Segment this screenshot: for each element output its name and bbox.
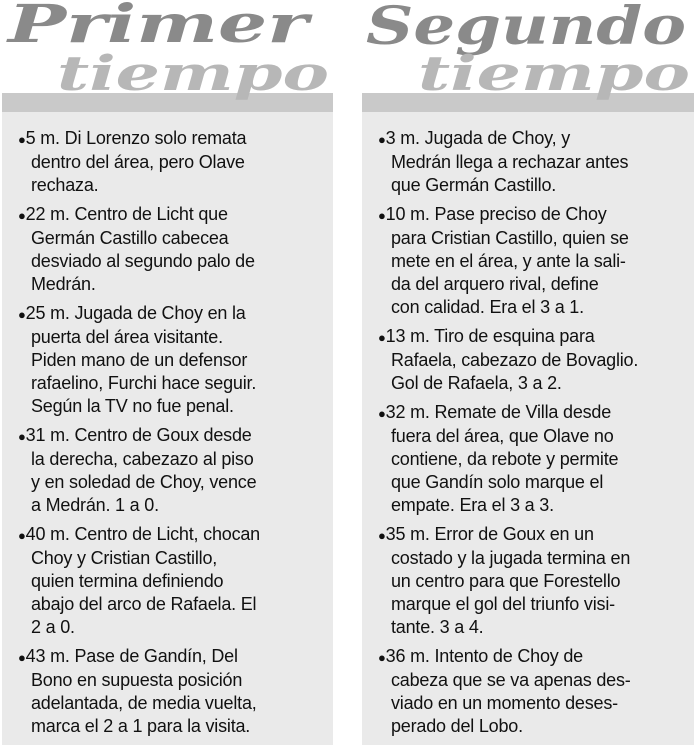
event-item [18,523,324,639]
event-line: 35 m. Error de Goux en un [385,524,594,544]
event-line: cabeza que se va apenas des- [391,670,631,690]
event-item [18,302,324,418]
bullet-icon: ● [18,208,26,223]
title-word-primer: Primer [5,0,314,55]
title-word-tiempo-2: tiempo [418,46,690,102]
event-line: abajo del arco de Rafaela. El [31,594,257,614]
event-line: un centro para que Forestello [391,571,621,591]
event-line: 10 m. Pase preciso de Choy [385,204,607,224]
event-line: 32 m. Remate de Villa desde [385,402,612,422]
event-item [378,401,685,517]
event-item [378,127,685,197]
event-line: puerta del área visitante. [31,327,223,347]
bullet-icon: ● [378,528,386,543]
event-line: 22 m. Centro de Licht que [25,204,228,224]
event-line: Germán Castillo cabecea [31,228,229,248]
event-line: rechaza. [31,175,99,195]
event-line: da del arquero rival, define [391,274,599,294]
bullet-icon: ● [378,650,386,665]
event-line: adelantada, de media vuelta, [31,693,257,713]
event-item [378,325,685,395]
event-line: Medrán llega a rechazar antes [391,152,629,172]
bullet-icon: ● [378,406,386,421]
event-item [378,523,685,639]
event-line: 3 m. Jugada de Choy, y [385,128,571,148]
primer-tiempo-panel [2,112,333,745]
event-item [18,127,324,197]
event-line: marca el 2 a 1 para la visita. [31,716,251,736]
title-word-segundo: Segundo [366,0,686,57]
bullet-icon: ● [378,132,386,147]
event-line: que Germán Castillo. [391,175,557,195]
column-segundo-tiempo [362,0,694,752]
event-line: 36 m. Intento de Choy de [385,646,583,666]
event-line: Piden mano de un defensor [31,350,248,370]
event-line: 31 m. Centro de Goux desde [25,425,252,445]
event-line: rafaelino, Furchi hace seguir. [31,373,257,393]
event-line: costado y la jugada termina en [391,548,631,568]
event-line: marque el gol del triunfo visi- [391,594,615,614]
event-line: contiene, da rebote y permite [391,449,619,469]
event-line: dentro del área, pero Olave [31,152,245,172]
event-line: Rafaela, cabezazo de Bovaglio. [391,350,639,370]
event-line: tante. 3 a 4. [391,617,484,637]
bullet-icon: ● [18,650,26,665]
event-line: Choy y Cristian Castillo, [31,548,218,568]
title-word-tiempo-1: tiempo [57,46,329,102]
event-line: con calidad. Era el 3 a 1. [391,297,584,317]
primer-tiempo-events [18,127,324,738]
event-line: 40 m. Centro de Licht, chocan [25,524,260,544]
event-line: quien termina definiendo [31,571,224,591]
event-line: 2 a 0. [31,617,75,637]
event-line: y en soledad de Choy, vence [31,472,257,492]
event-line: perado del Lobo. [391,716,523,736]
event-line: 25 m. Jugada de Choy en la [25,303,246,323]
event-line: viado en un momento deses- [391,693,618,713]
event-line: Gol de Rafaela, 3 a 2. [391,373,562,393]
event-item [18,645,324,738]
bullet-icon: ● [378,330,386,345]
segundo-tiempo-panel [362,112,694,745]
segundo-tiempo-events [378,127,685,738]
event-line: 43 m. Pase de Gandín, Del [25,646,238,666]
bullet-icon: ● [378,208,386,223]
primer-tiempo-title [2,0,333,102]
event-line: desviado al segundo palo de [31,251,255,271]
segundo-tiempo-title [362,0,694,102]
bullet-icon: ● [18,528,26,543]
event-line: fuera del área, que Olave no [391,426,614,446]
bullet-icon: ● [18,307,26,322]
event-line: empate. Era el 3 a 3. [391,495,554,515]
event-line: 5 m. Di Lorenzo solo remata [25,128,247,148]
bullet-icon: ● [18,132,26,147]
event-line: la derecha, cabezazo al piso [31,449,254,469]
event-line: que Gandín solo marque el [391,472,604,492]
bullet-icon: ● [18,429,26,444]
event-item [18,424,324,517]
event-line: Bono en supuesta posición [31,670,243,690]
event-line: Según la TV no fue penal. [31,396,234,416]
event-item [378,203,685,319]
column-primer-tiempo [2,0,333,752]
event-line: mete en el área, y ante la sali- [391,251,626,271]
event-item [18,203,324,296]
event-line: 13 m. Tiro de esquina para [385,326,595,346]
event-line: para Cristian Castillo, quien se [391,228,629,248]
event-line: Medrán. [31,274,96,294]
event-item [378,645,685,738]
event-line: a Medrán. 1 a 0. [31,495,159,515]
